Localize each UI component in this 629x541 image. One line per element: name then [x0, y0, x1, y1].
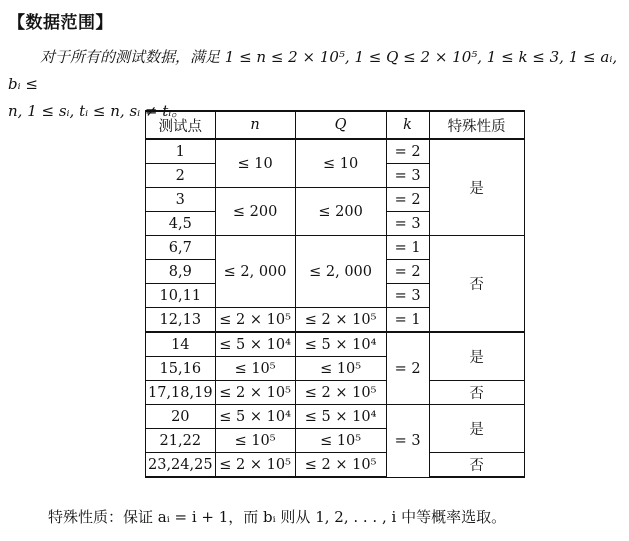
cell-testpoint: 8,9 [146, 260, 216, 284]
table-row [146, 405, 525, 429]
cell-k: = 2 [386, 332, 429, 405]
cell-n: ≤ 10⁵ [215, 357, 295, 381]
cell-q: ≤ 2 × 10⁵ [295, 308, 386, 333]
cell-n: ≤ 2 × 10⁵ [215, 308, 295, 333]
cell-testpoint: 6,7 [146, 236, 216, 260]
special-property-note: 特殊性质：保证 aᵢ = i + 1，而 bᵢ 则从 1, 2, . . . , i 中等概率选取。 [48, 508, 507, 526]
cell-n: ≤ 5 × 10⁴ [215, 405, 295, 429]
header-n: n [215, 111, 295, 139]
cell-special: 是 [429, 405, 524, 453]
cell-q: ≤ 200 [295, 188, 386, 236]
cell-testpoint: 17,18,19 [146, 381, 216, 405]
cell-n: ≤ 2, 000 [215, 236, 295, 308]
cell-special: 否 [429, 236, 524, 333]
cell-q: ≤ 2 × 10⁵ [295, 381, 386, 405]
header-special: 特殊性质 [429, 111, 524, 139]
table-row [146, 332, 525, 357]
cell-special: 否 [429, 453, 524, 478]
cell-q: ≤ 5 × 10⁴ [295, 332, 386, 357]
cell-q: ≤ 10 [295, 139, 386, 188]
cell-q: ≤ 10⁵ [295, 429, 386, 453]
cell-k: = 1 [386, 236, 429, 260]
cell-testpoint: 2 [146, 164, 216, 188]
cell-testpoint: 15,16 [146, 357, 216, 381]
cell-testpoint: 10,11 [146, 284, 216, 308]
cell-special: 是 [429, 332, 524, 381]
cell-k: = 3 [386, 212, 429, 236]
table-row [146, 139, 525, 164]
section-heading: 【数据范围】 [8, 13, 113, 33]
cell-testpoint: 14 [146, 332, 216, 357]
header-k: k [386, 111, 429, 139]
cell-n: ≤ 10⁵ [215, 429, 295, 453]
cell-special: 否 [429, 381, 524, 405]
table-row [146, 381, 525, 405]
cell-k: = 3 [386, 284, 429, 308]
cell-k: = 1 [386, 308, 429, 333]
cell-k: = 3 [386, 164, 429, 188]
table-row [146, 453, 525, 478]
cell-testpoint: 1 [146, 139, 216, 164]
cell-testpoint: 21,22 [146, 429, 216, 453]
header-q: Q [295, 111, 386, 139]
cell-testpoint: 12,13 [146, 308, 216, 333]
cell-q: ≤ 2 × 10⁵ [295, 453, 386, 478]
cell-special: 是 [429, 139, 524, 236]
cell-q: ≤ 2, 000 [295, 236, 386, 308]
cell-testpoint: 23,24,25 [146, 453, 216, 478]
cell-k: = 2 [386, 260, 429, 284]
cell-q: ≤ 10⁵ [295, 357, 386, 381]
cell-testpoint: 4,5 [146, 212, 216, 236]
table-header-row [146, 111, 525, 139]
cell-n: ≤ 5 × 10⁴ [215, 332, 295, 357]
cell-n: ≤ 2 × 10⁵ [215, 453, 295, 478]
table-row [146, 236, 525, 260]
constraints-line-2: n, 1 ≤ sᵢ, tᵢ ≤ n, sᵢ ≠ tᵢ。 [8, 102, 187, 120]
data-range-table [145, 110, 525, 478]
cell-q: ≤ 5 × 10⁴ [295, 405, 386, 429]
constraints-line-1: 对于所有的测试数据，满足 1 ≤ n ≤ 2 × 10⁵, 1 ≤ Q ≤ 2 × 10⁵, 1 ≤ k ≤ 3, 1 ≤ aᵢ, bᵢ ≤ [8, 48, 618, 93]
cell-k: = 2 [386, 139, 429, 164]
cell-k: = 3 [386, 405, 429, 478]
cell-testpoint: 3 [146, 188, 216, 212]
header-testpoint: 测试点 [146, 111, 216, 139]
cell-n: ≤ 200 [215, 188, 295, 236]
cell-n: ≤ 10 [215, 139, 295, 188]
cell-n: ≤ 2 × 10⁵ [215, 381, 295, 405]
cell-k: = 2 [386, 188, 429, 212]
cell-testpoint: 20 [146, 405, 216, 429]
